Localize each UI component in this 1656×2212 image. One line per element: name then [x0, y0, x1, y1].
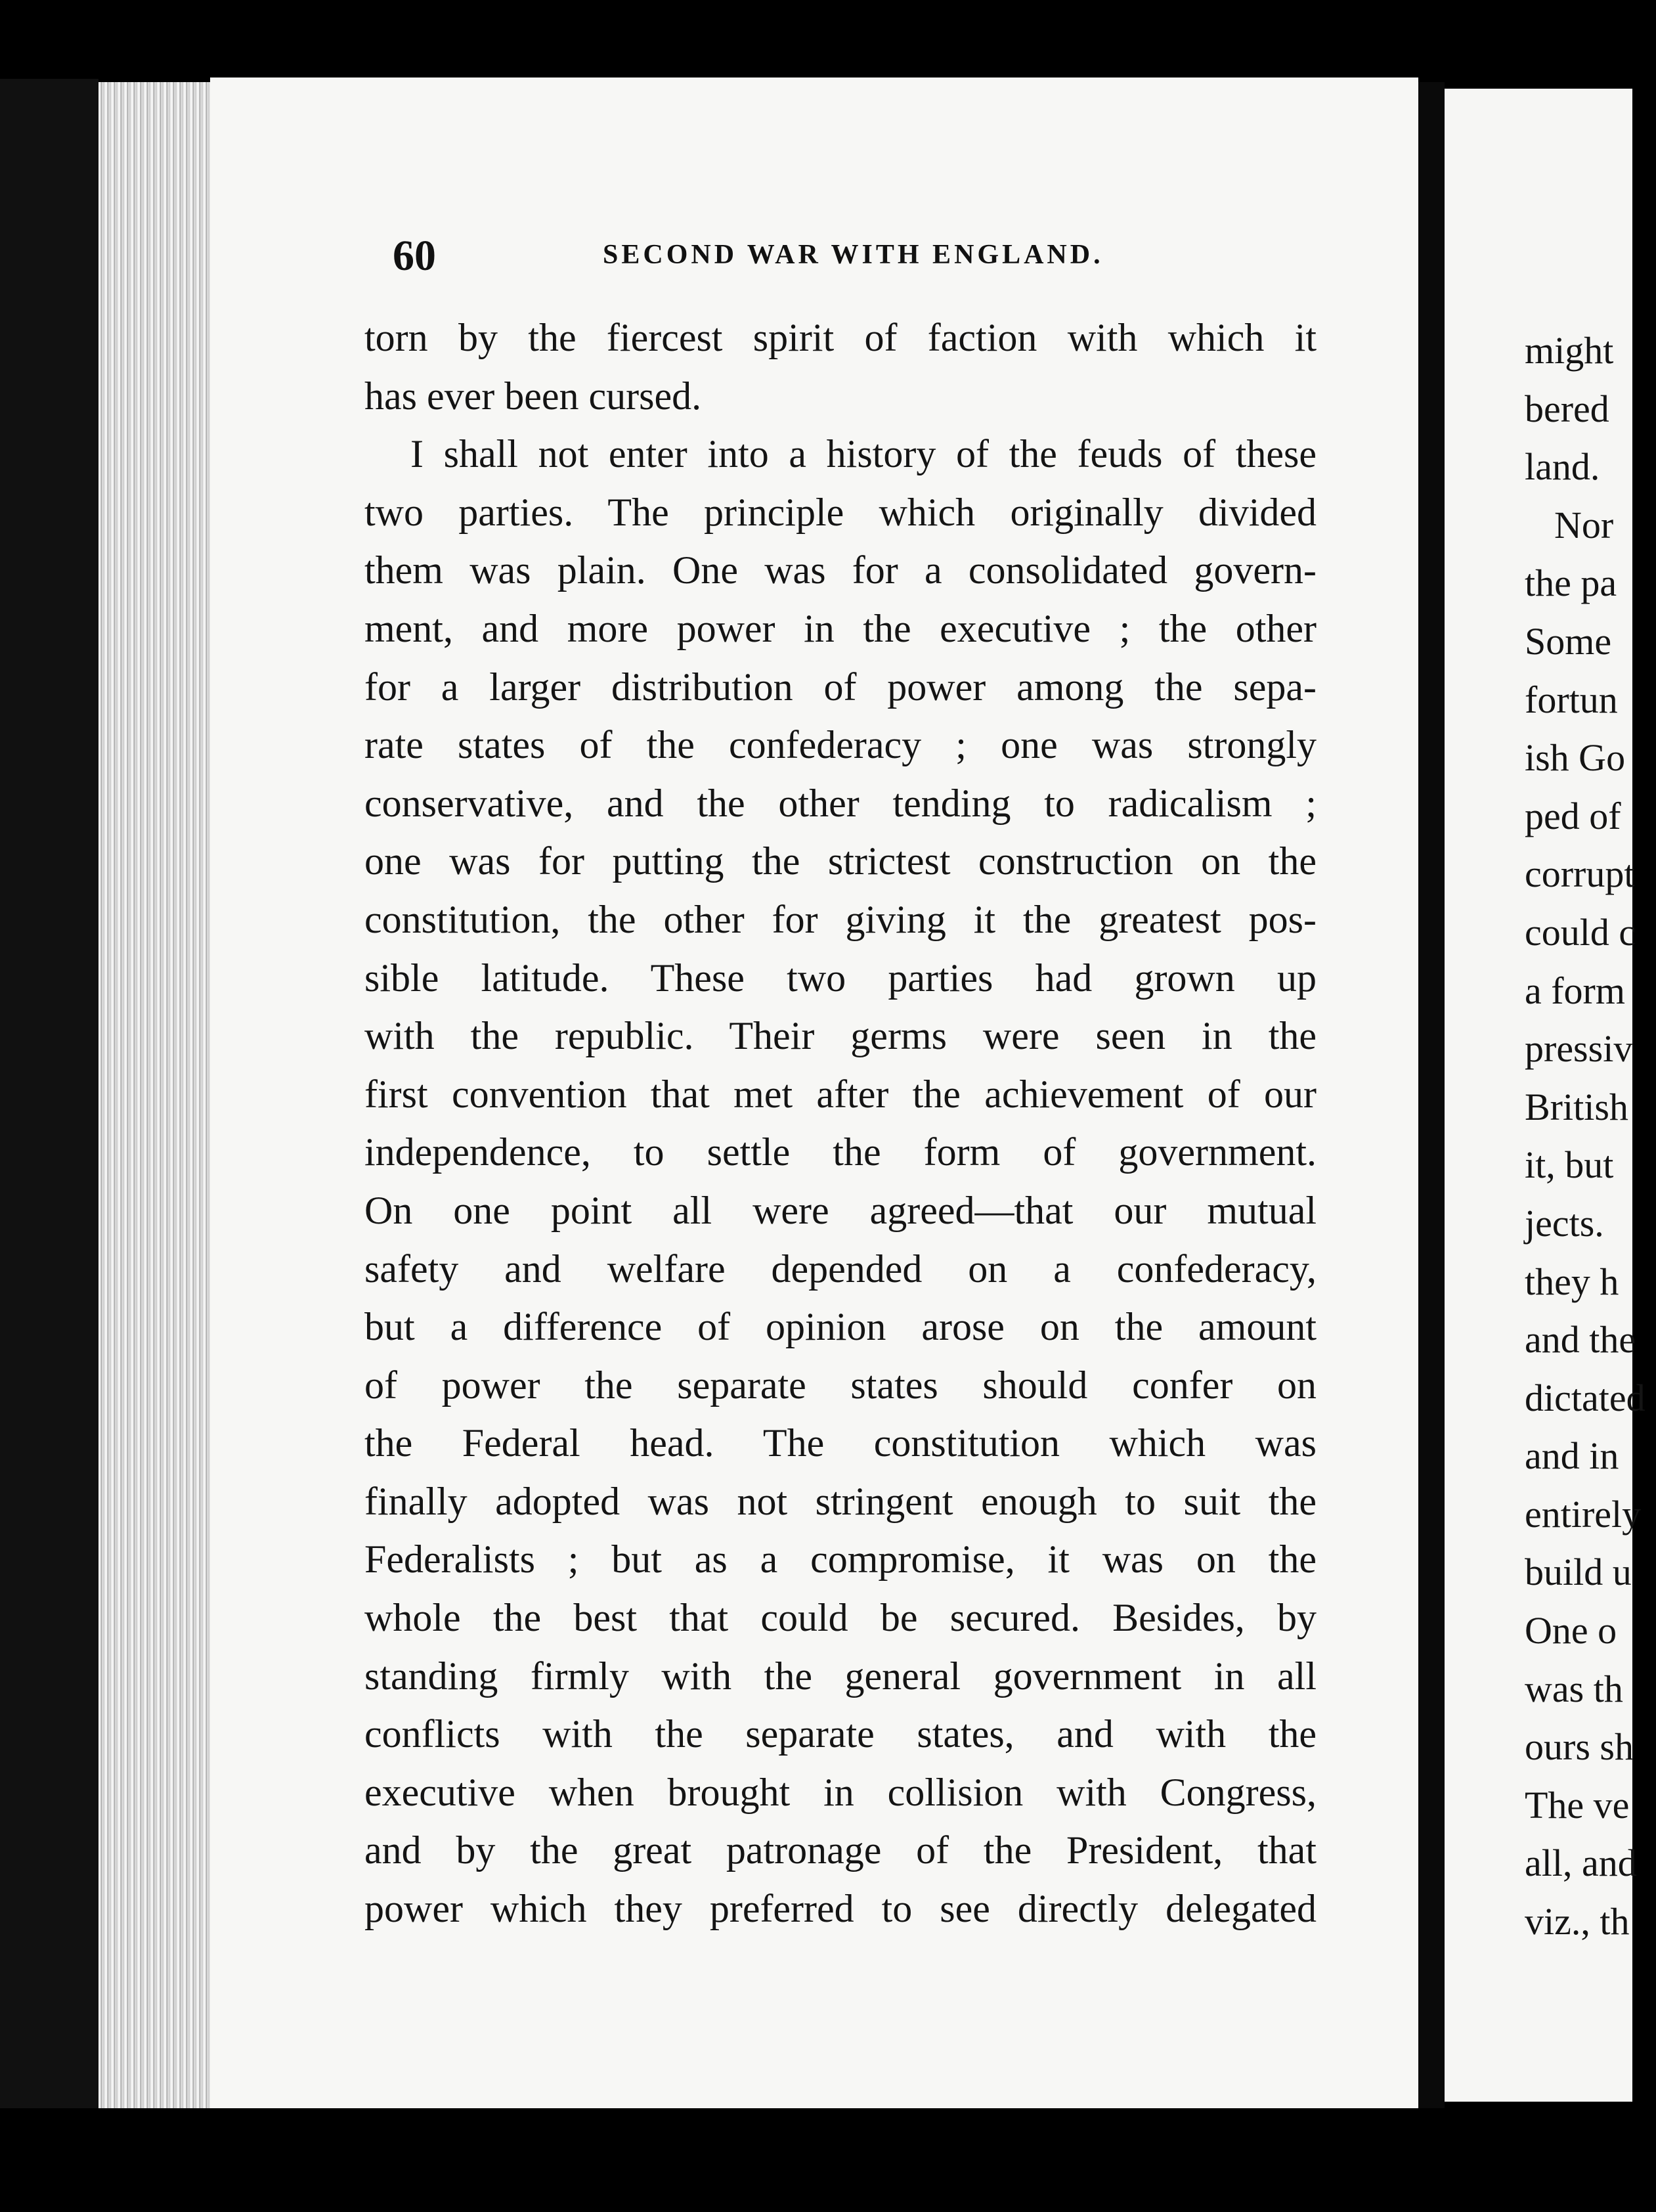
- text-line: fortun: [1525, 678, 1618, 721]
- text-line: for a larger distribution of power among the sepa-: [364, 665, 1317, 709]
- text-line: the Federal head. The constitution which was: [364, 1421, 1317, 1465]
- text-line: build u: [1525, 1551, 1632, 1594]
- text-line: ped of: [1525, 794, 1621, 837]
- left-page-body: [364, 309, 1317, 1938]
- text-line: finally adopted was not stringent enough to suit the: [364, 1479, 1317, 1523]
- text-line: standing firmly with the general government in all: [364, 1654, 1317, 1698]
- text-line: pressiv: [1525, 1027, 1633, 1071]
- text-line: entirely: [1525, 1492, 1642, 1536]
- text-line: bered: [1525, 387, 1609, 430]
- text-line: dictated: [1525, 1376, 1645, 1419]
- text-line: conflicts with the separate states, and with the: [364, 1712, 1317, 1756]
- page-number: 60: [393, 232, 436, 280]
- text-line: The ve: [1525, 1783, 1630, 1826]
- text-line: but a difference of opinion arose on the amount: [364, 1305, 1317, 1349]
- text-line: all, and: [1525, 1842, 1637, 1885]
- book-gutter: [1418, 82, 1445, 2108]
- text-line: jects.: [1525, 1201, 1604, 1245]
- text-line: One o: [1525, 1609, 1617, 1652]
- text-line: independence, to settle the form of government.: [364, 1130, 1317, 1174]
- text-line: conservative, and the other tending to radicalism ;: [364, 781, 1317, 825]
- text-line: safety and welfare depended on a confederacy,: [364, 1247, 1317, 1291]
- text-line: sible latitude. These two parties had grown up: [364, 956, 1317, 1000]
- text-line: viz., th: [1525, 1900, 1630, 1943]
- text-line: has ever been cursed.: [364, 374, 702, 418]
- text-line: could c: [1525, 910, 1636, 954]
- text-line: the pa: [1525, 562, 1617, 605]
- text-line: a form: [1525, 969, 1625, 1012]
- text-line: whole the best that could be secured. Besides, by: [364, 1596, 1317, 1640]
- text-line: them was plain. One was for a consolidated govern-: [364, 548, 1317, 592]
- text-line: they h: [1525, 1260, 1619, 1303]
- text-line: corrupt: [1525, 852, 1635, 896]
- text-line: ment, and more power in the executive ; the other: [364, 606, 1317, 650]
- text-line: one was for putting the strictest construction on the: [364, 839, 1317, 883]
- text-line: land.: [1525, 445, 1600, 489]
- text-line: of power the separate states should confer on: [364, 1363, 1317, 1407]
- text-line: ours sh: [1525, 1725, 1634, 1769]
- text-line: first convention that met after the achievement of our: [364, 1072, 1317, 1116]
- text-line: British: [1525, 1085, 1628, 1128]
- text-line: constitution, the other for giving it the greatest pos-: [364, 897, 1317, 941]
- text-line: rate states of the confederacy ; one was strongly: [364, 723, 1317, 767]
- text-line: with the republic. Their germs were seen in the: [364, 1014, 1317, 1058]
- text-line: power which they preferred to see directly delegated: [364, 1887, 1317, 1931]
- text-line: two parties. The principle which originally divided: [364, 490, 1317, 534]
- text-line: and by the great patronage of the President, that: [364, 1828, 1317, 1872]
- text-line: ish Go: [1525, 736, 1626, 780]
- right-page-body: [1525, 322, 1656, 1951]
- page-edges: [98, 82, 210, 2108]
- text-line: I shall not enter into a history of the feuds of these: [410, 432, 1317, 476]
- text-line: might: [1525, 329, 1614, 372]
- text-line: Nor: [1554, 503, 1614, 546]
- book-cover-edge: [0, 79, 98, 2135]
- text-line: Federalists ; but as a compromise, it was on the: [364, 1537, 1317, 1582]
- text-line: On one point all were agreed—that our mutual: [364, 1188, 1317, 1232]
- chapter-title: SECOND WAR WITH ENGLAND.: [603, 240, 1104, 270]
- running-head: [393, 231, 1325, 290]
- text-line: Some: [1525, 619, 1612, 663]
- text-line: and in: [1525, 1434, 1619, 1478]
- text-line: and the: [1525, 1318, 1636, 1361]
- text-line: torn by the fiercest spirit of faction with which it: [364, 316, 1317, 359]
- text-line: was th: [1525, 1667, 1623, 1710]
- scan-background-bottom: [0, 2108, 1632, 2212]
- text-line: it, but: [1525, 1143, 1614, 1187]
- text-line: executive when brought in collision with Congress,: [364, 1770, 1317, 1814]
